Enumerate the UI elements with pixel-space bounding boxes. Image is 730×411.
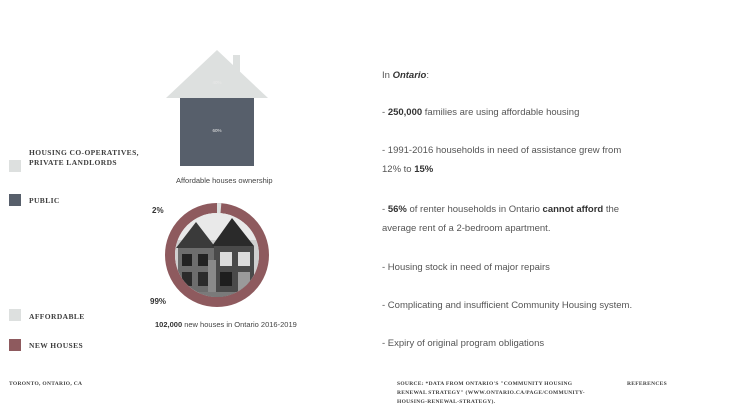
fact-repairs: - Housing stock in need of major repairs bbox=[382, 262, 550, 273]
facts-heading-place: Ontario bbox=[392, 70, 427, 81]
fact-1-text: families are using affordable housing bbox=[422, 107, 580, 118]
facts-heading-suffix: : bbox=[426, 70, 429, 81]
legend-item-coop bbox=[9, 148, 139, 172]
legend-swatch-new-houses bbox=[9, 339, 21, 351]
facts-heading bbox=[382, 66, 429, 85]
ring-new-houses-pct: 99% bbox=[150, 297, 167, 306]
footer-references-link[interactable]: REFERENCES bbox=[627, 381, 667, 387]
fact-3-prefix: - bbox=[382, 204, 388, 215]
fact-2-text: - 1991-2016 households in need of assistance grew from 12% to bbox=[382, 145, 622, 175]
fact-3-rest: the average rent of a 2-bedroom apartment. bbox=[382, 204, 620, 234]
fact-program-expiry: - Expiry of original program obligations bbox=[382, 338, 545, 349]
ring-chart-caption bbox=[155, 320, 297, 329]
house-chart-caption: Affordable houses ownership bbox=[176, 176, 273, 185]
legend-item-affordable bbox=[9, 309, 85, 322]
legend-label-affordable: AFFORDABLE bbox=[29, 312, 85, 321]
fact-3-bold-afford: cannot afford bbox=[542, 204, 604, 215]
new-houses-ring-chart bbox=[162, 200, 272, 310]
house-roof-coop bbox=[166, 50, 268, 98]
legend-label-public: PUBLIC bbox=[29, 196, 60, 205]
ring-affordable-pct: 2% bbox=[152, 206, 164, 215]
fact-3-bold-pct: 56% bbox=[387, 204, 407, 215]
fact-households-growth bbox=[382, 141, 642, 179]
legend-item-public bbox=[9, 194, 60, 206]
ring-caption-text: new houses in Ontario 2016-2019 bbox=[182, 320, 297, 329]
fact-community-housing: - Complicating and insufficient Community Housing system. bbox=[382, 300, 633, 311]
legend-swatch-affordable bbox=[9, 309, 21, 321]
fact-3-mid: of renter households in Ontario bbox=[406, 204, 543, 215]
fact-2-bold: 15% bbox=[414, 164, 434, 175]
legend-label-coop: HOUSING CO-OPERATIVES, PRIVATE LANDLORDS bbox=[29, 148, 139, 167]
legend-item-new-houses bbox=[9, 339, 83, 351]
legend-swatch-coop bbox=[9, 160, 21, 172]
footer-source[interactable]: SOURCE: *DATA FROM ONTARIO'S "COMMUNITY HOUSING RENEWAL STRATEGY" (WWW.ONTARIO.CA/PAGE/COMMUNITY-HOUSING-RENEWAL-STRATEGY). bbox=[397, 381, 585, 405]
fact-1-bold: 250,000 bbox=[387, 107, 423, 118]
fact-1-prefix: - bbox=[382, 107, 388, 118]
house-ownership-chart bbox=[166, 50, 268, 166]
legend-label-new-houses: NEW HOUSES bbox=[29, 341, 84, 350]
house-body-label: 60% bbox=[212, 128, 222, 133]
legend-swatch-public bbox=[9, 194, 21, 206]
footer-location: TORONTO, ONTARIO, CA bbox=[9, 381, 83, 387]
ring-caption-count: 102,000 bbox=[155, 320, 183, 329]
fact-renters bbox=[382, 200, 642, 238]
house-roof-label: 40% bbox=[212, 80, 222, 85]
fact-families bbox=[382, 103, 579, 122]
facts-heading-prefix: In bbox=[382, 70, 393, 81]
